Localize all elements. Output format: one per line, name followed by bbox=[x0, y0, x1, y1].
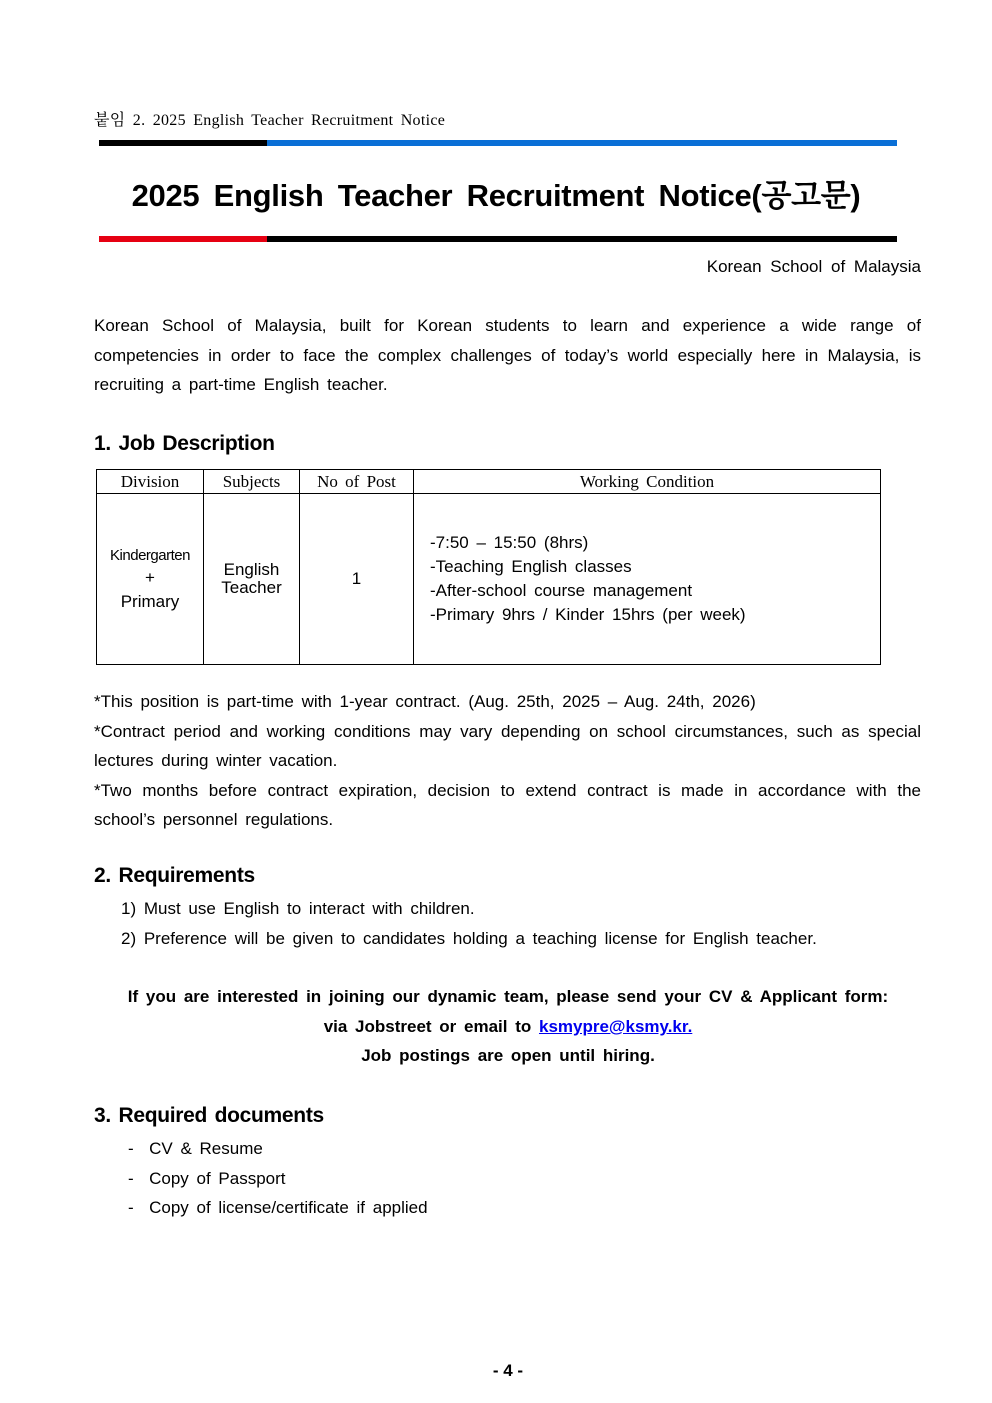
note: *Contract period and working conditions may vary depending on school circumstances, such as special lectures during winter vacation. bbox=[94, 721, 921, 770]
intro-paragraph: Korean School of Malaysia, built for Korean students to learn and experience a wide range of competencies in order to face the complex challenges of today’s world especially here in Malaysia, is recruiting a part-time English teacher. bbox=[94, 316, 921, 394]
division-cell bbox=[97, 494, 204, 665]
contact-line-2 bbox=[0, 1017, 992, 1037]
notes bbox=[94, 687, 921, 835]
note: *Two months before contract expiration, decision to extend contract is made in accordance with the school’s personnel regulations. bbox=[94, 780, 921, 829]
posts-cell: 1 bbox=[300, 494, 414, 665]
bottom-bar-red bbox=[99, 236, 267, 242]
page-number: - 4 - bbox=[492, 1361, 524, 1380]
top-bar-blue bbox=[267, 140, 897, 146]
condition-line: -Primary 9hrs / Kinder 15hrs (per week) bbox=[430, 605, 746, 624]
division-line: Kindergarten bbox=[110, 546, 190, 564]
email-link[interactable]: ksmypre@ksmy.kr. bbox=[538, 1017, 693, 1036]
col-posts: No of Post bbox=[300, 470, 414, 494]
condition-line: -Teaching English classes bbox=[430, 557, 632, 576]
division-line: + bbox=[145, 567, 155, 587]
section-2-heading: 2. Requirements bbox=[94, 864, 255, 887]
condition-line: -After-school course management bbox=[430, 581, 693, 600]
page-header: 붙임 2. 2025 English Teacher Recruitment Notice bbox=[94, 112, 446, 129]
requirement-item: 2) Preference will be given to candidates holding a teaching license for English teacher. bbox=[121, 929, 817, 948]
document-item: - Copy of Passport bbox=[128, 1169, 286, 1188]
col-working-condition: Working Condition bbox=[414, 470, 881, 494]
col-division: Division bbox=[97, 470, 204, 494]
section-1-heading: 1. Job Description bbox=[94, 432, 275, 455]
document-item: - Copy of license/certificate if applied bbox=[128, 1198, 428, 1217]
note: *This position is part-time with 1-year contract. (Aug. 25th, 2025 – Aug. 24th, 2026) bbox=[94, 692, 756, 711]
school-name: Korean School of Malaysia bbox=[706, 257, 921, 276]
requirement-item: 1) Must use English to interact with children. bbox=[121, 899, 475, 918]
job-table bbox=[96, 469, 881, 665]
section-3-heading: 3. Required documents bbox=[94, 1104, 324, 1127]
contact-line-1: If you are interested in joining our dynamic team, please send your CV & Applicant form: bbox=[127, 987, 889, 1006]
top-bar-black bbox=[99, 140, 267, 146]
contact-prefix: via Jobstreet or email to bbox=[323, 1017, 539, 1036]
division-line: Primary bbox=[120, 591, 180, 611]
subject-line: Teacher bbox=[221, 578, 282, 597]
document-item: - CV & Resume bbox=[128, 1139, 263, 1158]
contact-line-3: Job postings are open until hiring. bbox=[361, 1046, 655, 1065]
col-subjects: Subjects bbox=[204, 470, 300, 494]
condition-line: -7:50 – 15:50 (8hrs) bbox=[430, 533, 589, 552]
conditions-cell bbox=[414, 494, 881, 665]
subject-line: English bbox=[223, 560, 280, 579]
subjects-cell bbox=[204, 494, 300, 665]
bottom-bar-black bbox=[267, 236, 897, 242]
page-title: 2025 English Teacher Recruitment Notice(공고문) bbox=[131, 178, 861, 213]
